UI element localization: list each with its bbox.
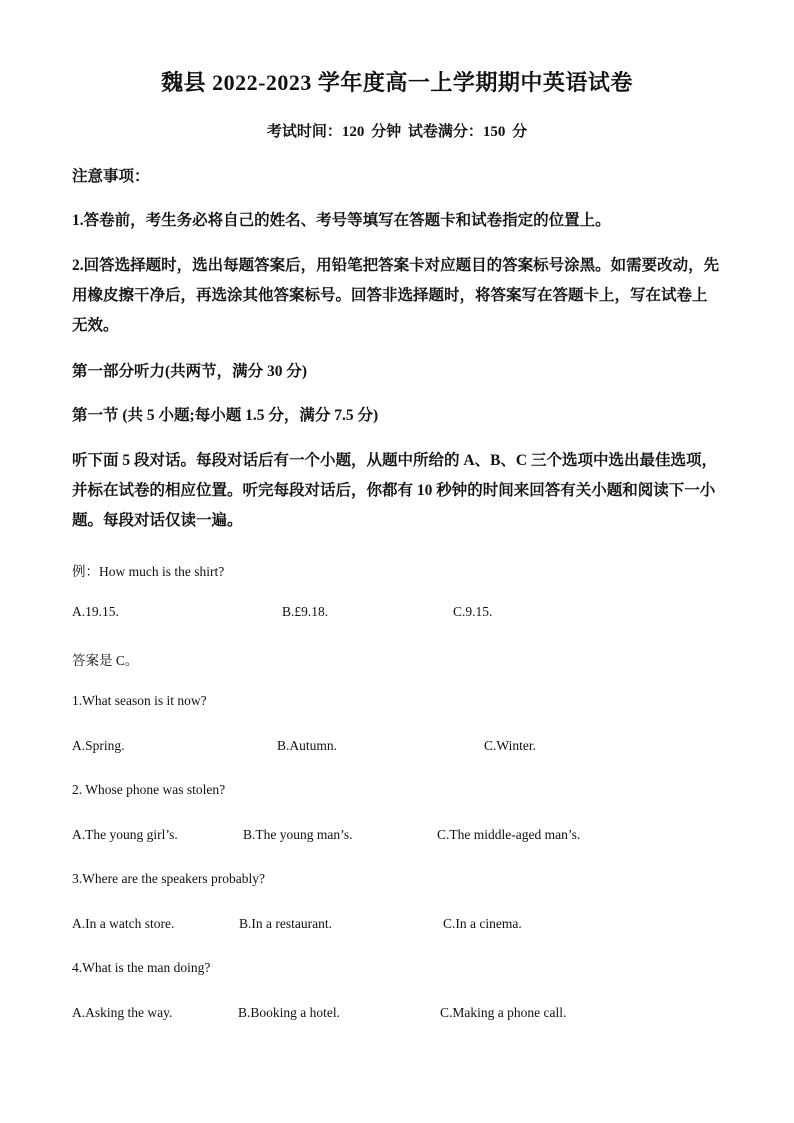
section1-heading: 第一节 (共 5 小题;每小题 1.5 分，满分 7.5 分) [72, 407, 379, 424]
question-1: 1.What season is it now? [72, 693, 207, 708]
question-4: 4.What is the man doing? [72, 960, 211, 975]
example-option-b: B.£9.18. [282, 604, 329, 619]
question-1-option-c: C.Winter. [484, 738, 536, 753]
example-option-a: A.19.15. [72, 604, 119, 619]
question-1-option-a: A.Spring. [72, 738, 125, 753]
question-4-option-a: A.Asking the way. [72, 1005, 173, 1020]
section1-instructions: 听下面 5 段对话。每段对话后有一个小题，从题中所给的 A、B、C 三个选项中选出最佳选项，并标在试卷的相应位置。听完每段对话后，你都有 10 秒钟的时间来回答有关小题和阅读下一小题。每段对话仅读一遍。 [72, 452, 717, 529]
notes-item-2: 2.回答选择题时，选出每题答案后，用铅笔把答案卡对应题目的答案标号涂黑。如需要改动，先用橡皮擦干净后，再选涂其他答案标号。回答非选择题时，将答案写在答题卡上，写在试卷上无效。 [72, 257, 720, 334]
question-4-option-c: C.Making a phone call. [440, 1005, 567, 1020]
question-3-option-c: C.In a cinema. [443, 916, 522, 931]
example-answer: 答案是 C。 [72, 653, 139, 668]
part1-heading: 第一部分听力(共两节，满分 30 分) [72, 363, 308, 380]
example-question: 例：How much is the shirt? [72, 564, 225, 579]
question-4-option-b: B.Booking a hotel. [238, 1005, 340, 1020]
question-2-option-b: B.The young man’s. [243, 827, 353, 842]
exam-title: 魏县 2022-2023 学年度高一上学期期中英语试卷 [161, 70, 633, 95]
question-3-option-b: B.In a restaurant. [239, 916, 332, 931]
notes-item-1: 1.答卷前，考生务必将自己的姓名、考号等填写在答题卡和试卷指定的位置上。 [72, 212, 611, 229]
question-2: 2. Whose phone was stolen? [72, 782, 226, 797]
notes-heading: 注意事项： [72, 168, 150, 185]
question-3-option-a: A.In a watch store. [72, 916, 175, 931]
question-2-option-c: C.The middle-aged man’s. [437, 827, 581, 842]
example-option-c: C.9.15. [453, 604, 493, 619]
question-1-option-b: B.Autumn. [277, 738, 338, 753]
question-2-option-a: A.The young girl’s. [72, 827, 178, 842]
exam-subtitle: 考试时间：120 分钟 试卷满分：150 分 [266, 124, 528, 140]
question-3: 3.Where are the speakers probably? [72, 871, 266, 886]
